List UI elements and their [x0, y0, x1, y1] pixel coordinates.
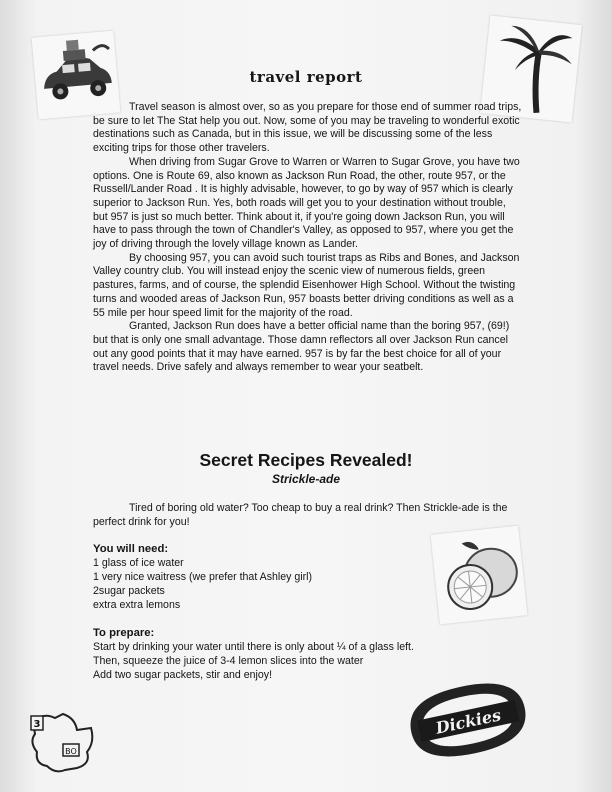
dickies-logo [398, 680, 538, 760]
travel-paragraph-4: Granted, Jackson Run does have a better official name than the boring 957, (69!) but that is only one small advantage. Those damn reflectors all over Jackson Run cancel out any good points that it may have earned. 957 is by far the best choice for all of your travel needs. Drive safely and always remember to wear your seatbelt. [93, 320, 510, 374]
horseshoe-logo-icon [398, 680, 538, 760]
prepare-section [93, 626, 513, 682]
steps-list [93, 640, 513, 682]
stamp-text: BO [65, 747, 77, 756]
step-item: Start by drinking your water until there is only about ¼ of a glass left. [93, 641, 414, 653]
step-item: Add two sugar packets, stir and enjoy! [93, 669, 273, 681]
recipe-subtitle: Strickle-ade [271, 472, 341, 486]
stamp-number: 3 [33, 719, 41, 730]
recipe-intro: Tired of boring old water? Too cheap to buy a real drink? Then Strickle-ade is the perfect drink for you! [93, 502, 508, 528]
ingredient-item: extra extra lemons [93, 599, 181, 611]
ingredients-section [93, 542, 423, 612]
travel-report-title: travel report [249, 68, 363, 86]
corner-stamp [25, 708, 100, 776]
lemon-icon [431, 526, 528, 625]
lemon-sticker [431, 526, 528, 625]
ingredient-item: 2sugar packets [93, 585, 165, 597]
travel-report-body [93, 101, 523, 375]
travel-paragraph-1: Travel season is almost over, so as you prepare for those end of summer road trips, be sure to let The Stat help you out. Now, some of you may be traveling to wonderful exotic destinations such as Canada, but in this issue, we will be discussing some of the less exciting trips for those other travelers. [93, 101, 522, 155]
ingredient-item: 1 glass of ice water [93, 557, 184, 569]
state-map-icon [25, 708, 100, 776]
dickies-text: Dickies [434, 705, 503, 738]
need-heading: You will need: [93, 543, 169, 555]
recipe-title: Secret Recipes Revealed! [199, 450, 413, 470]
prepare-heading: To prepare: [93, 627, 155, 639]
travel-paragraph-2: When driving from Sugar Grove to Warren or Warren to Sugar Grove, you have two options. One is Route 69, also known as Jackson Run Road, the other, route 957, or the Russell/Lander Road . It is highly advisable, however, to go by way of 957 which is clearly superior to Jackson Run. Yes, both roads will get you to your destination without trouble, but 957 is just so much better. Think about it, if you're going down Jackson Run, you will have to pass through the town of Chandler's Valley, as opposed to 957, where you get the joy of driving through the lovely village known as Lander. [93, 155, 520, 251]
ingredient-item: 1 very nice waitress (we prefer that Ashley girl) [93, 571, 313, 583]
ingredients-list [93, 556, 423, 612]
step-item: Then, squeeze the juice of 3-4 lemon slices into the water [93, 655, 364, 667]
travel-paragraph-3: By choosing 957, you can avoid such tourist traps as Ribs and Bones, and Jackson Valley country club. You will instead enjoy the scenic view of numerous fields, green pastures, farms, and of course, the splendid Eisenhower High School. Without the twisting turns and wooded areas of Jackson Run, 957 boasts better driving conditions as well as a 55 mile per hour speed limit for the majority of the road. [93, 251, 520, 319]
